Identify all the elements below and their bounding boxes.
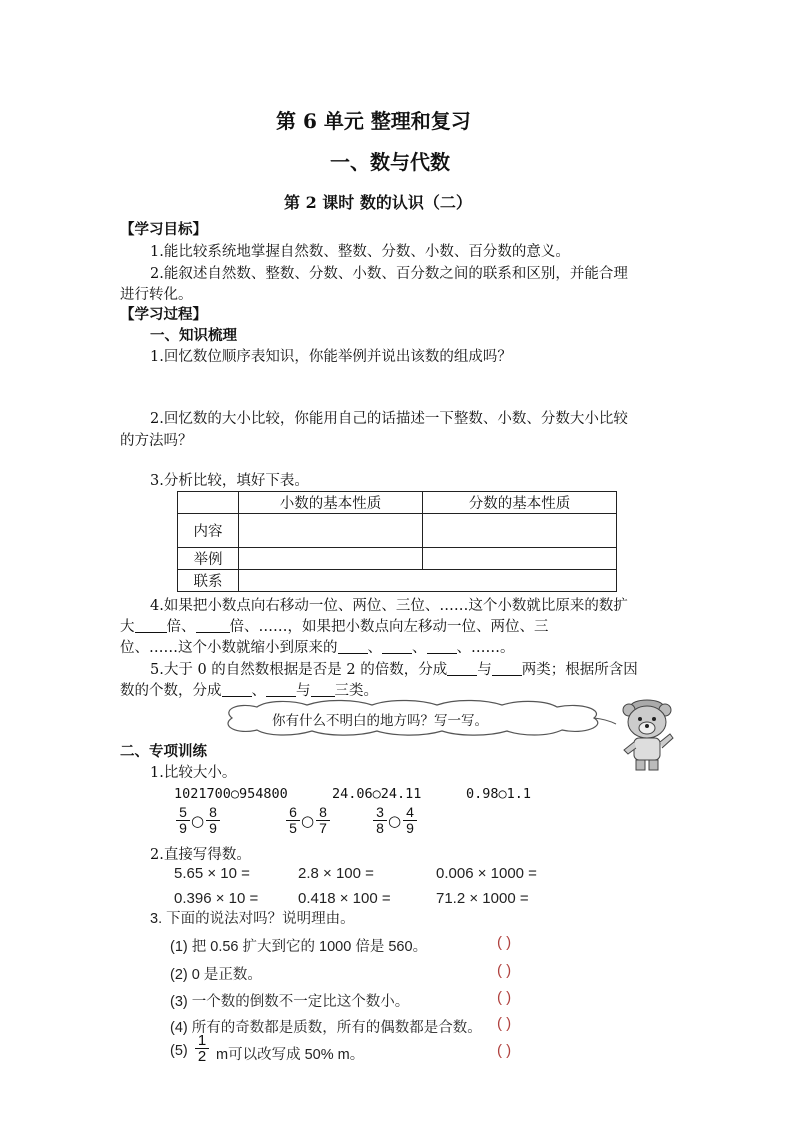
answer-parentheses[interactable]: ( ) [497,989,512,1006]
answer-blank[interactable] [447,661,477,676]
calc-item: 71.2 × 1000 = [436,890,529,907]
table-row-label: 联系 [178,570,239,592]
goal-item: 进行转化。 [120,287,193,303]
calc-item: 0.006 × 1000 = [436,865,537,882]
training-q2: 2.直接写得数。 [150,847,251,863]
table-cell[interactable] [423,514,617,548]
judge-item: m可以改写成 50% m。 [216,1047,365,1063]
sub-heading: 一、知识梳理 [150,327,237,344]
training-q3: 3. 下面的说法对吗？说明理由。 [150,911,355,927]
judge-item: (2) 0 是正数。 [170,967,262,983]
process-heading: 【学习过程】 [120,306,207,323]
fraction: $\frac{8}{7}$ [316,805,330,836]
section-title: 一、数与代数 [330,150,450,174]
calc-item: 0.396 × 10 = [174,890,259,907]
answer-parentheses[interactable]: ( ) [497,962,512,979]
compare-circle[interactable]: ○ [191,812,205,830]
comparison-table [177,491,617,592]
calc-item: 0.418 × 100 = [298,890,391,907]
compare-item: 1021700○954800 [174,786,288,802]
unit-title: 第 6 单元 整理和复习 [276,109,471,133]
compare-circle[interactable]: ○ [301,812,315,830]
fraction: $\frac{3}{8}$ [373,805,387,836]
answer-blank[interactable] [427,639,457,654]
compare-item: 24.06○24.11 [332,786,422,802]
question-4: 4.如果把小数点向右移动一位、两位、三位、……这个小数就比原来的数扩 [150,598,628,614]
question-4-cont: 位、……这个小数就缩小到原来的 、 、 、……。 [120,640,515,656]
fraction: $\frac{4}{9}$ [403,805,417,836]
question-2: 2.回忆数的大小比较，你能用自己的话描述一下整数、小数、分数大小比较 [150,411,628,427]
table-header: 小数的基本性质 [239,492,423,514]
cloud-text: 你有什么不明白的地方吗？写一写。 [272,713,488,728]
answer-blank[interactable] [311,682,335,697]
compare-item: 0.98○1.1 [466,786,532,802]
table-cell[interactable] [239,570,617,592]
question-4-cont: 大 倍、 倍、……，如果把小数点向左移动一位、两位、三 [120,619,549,635]
table-header: 分数的基本性质 [423,492,617,514]
question-1: 1.回忆数位顺序表知识，你能举例并说出该数的组成吗？ [150,349,512,365]
judge-item: (5) [170,1043,188,1059]
training-heading: 二、专项训练 [120,743,207,760]
judge-item: (3) 一个数的倒数不一定比这个数小。 [170,994,410,1010]
compare-circle[interactable]: ○ [388,812,402,830]
question-3: 3.分析比较，填好下表。 [150,473,309,489]
answer-parentheses[interactable]: ( ) [497,1015,512,1032]
answer-parentheses[interactable]: ( ) [497,934,512,951]
answer-blank[interactable] [196,618,230,633]
table-cell[interactable] [239,548,423,570]
fraction: $\frac{6}{5}$ [286,805,300,836]
answer-blank[interactable] [135,618,167,633]
answer-blank[interactable] [382,639,412,654]
table-cell[interactable] [239,514,423,548]
judge-item: (1) 把 0.56 扩大到它的 1000 倍是 560。 [170,939,428,955]
fraction: $\frac{1}{2}$ [195,1033,209,1064]
calc-item: 2.8 × 100 = [298,865,374,882]
answer-parentheses[interactable]: ( ) [497,1042,512,1059]
calc-item: 5.65 × 10 = [174,865,250,882]
goal-item: 1.能比较系统地掌握自然数、整数、分数、小数、百分数的意义。 [150,244,570,260]
question-2-cont: 的方法吗？ [120,433,193,449]
question-5: 5.大于 0 的自然数根据是否是 2 的倍数，分成 与 两类；根据所含因 [150,662,638,678]
table-row-label: 举例 [178,548,239,570]
table-corner [178,492,239,514]
goals-heading: 【学习目标】 [120,221,207,238]
answer-blank[interactable] [222,682,252,697]
bear-mascot-icon [612,694,682,774]
judge-item: (4) 所有的奇数都是质数，所有的偶数都是合数。 [170,1020,482,1036]
fraction: $\frac{8}{9}$ [206,805,220,836]
table-cell[interactable] [423,548,617,570]
goal-item: 2.能叙述自然数、整数、分数、小数、百分数之间的联系和区别，并能合理 [150,266,628,282]
lesson-title: 第 2 课时 数的认识（二） [284,193,472,212]
answer-blank[interactable] [338,639,368,654]
fraction: $\frac{5}{9}$ [176,805,190,836]
table-row-label: 内容 [178,514,239,548]
answer-blank[interactable] [266,682,296,697]
training-q1: 1.比较大小。 [150,765,237,781]
question-5-cont: 数的个数，分成 、 与 三类。 [120,683,378,699]
answer-blank[interactable] [492,661,522,676]
